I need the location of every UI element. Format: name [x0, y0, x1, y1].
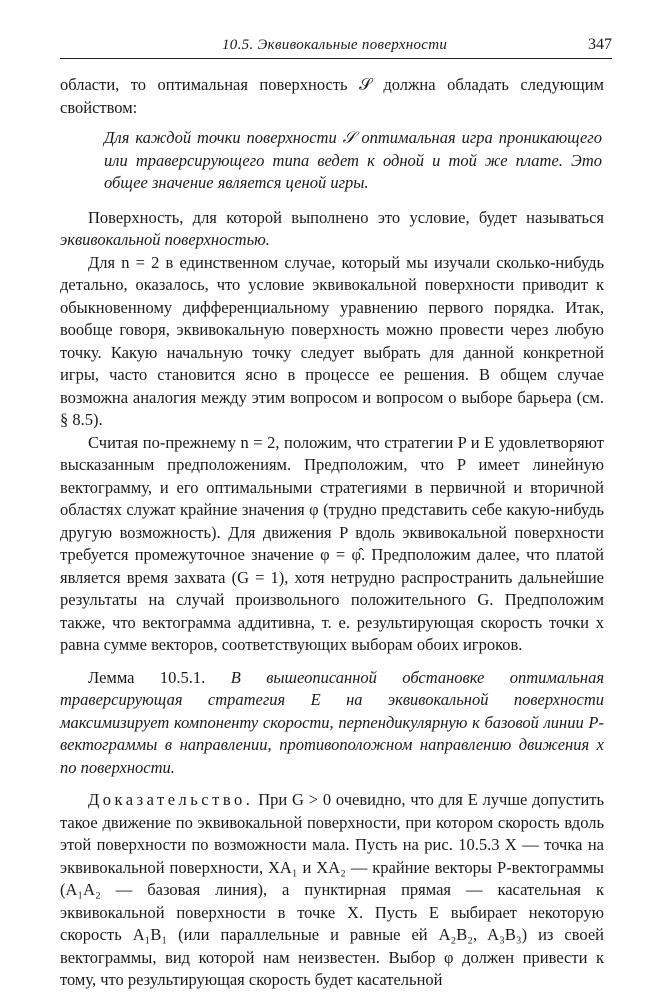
definition-text: Поверхность, для которой выполнено это условие, будет называться [88, 207, 604, 227]
page-number: 347 [588, 36, 612, 53]
proof-text: При G > 0 очевидно, что для E лучше допустить такое движение по эквивокальной поверхности, при котором скорость вдоль этой поверхности по возможности мала. Пусть на рис. 10.5.3 X — точка на эквивокальной поверхности, XA₁ и XA₂ — крайние векторы P-вектограммы (A₁A₂ — базовая линия), а пунктирная прямая — касательная к эквивокальной поверхности в точке X. Пусть E выбирает некоторую скорость A₁B₁ (или параллельные и равные ей A₂B₂, A₃B₃) из своей вектограммы, вид которой нам неизвестен. Выбор φ должен привести к тому, что результирующая скорость будет касательной [60, 790, 605, 989]
proof-label: Доказательство. [88, 790, 254, 809]
running-header [60, 36, 612, 59]
paragraph-n2-case: Для n = 2 в единственном случае, который мы изучали сколько-нибудь детально, оказалось, что условие эквивокальной поверхности приводит к обыкновенному дифференциальному уравнению первого порядка. Итак, вообще говоря, эквивокальную поверхность можно провести через любую точку. Какую начальную точку следует выбрать для данной конкретной игры, часто становится ясно в процессе ее решения. В общем случае возможна аналогия между этим вопросом и вопросом о выборе барьера (см. § 8.5). [60, 252, 604, 429]
lemma-label: Лемма 10.5.1. [88, 667, 206, 687]
property-statement: Для каждой точки поверхности 𝒮 оптимальная игра проникающего или траверсирующего типа ведет к одной и той же плате. Это общее значение является ценой игры. [104, 128, 602, 192]
paragraph-assumptions: Считая по-прежнему n = 2, положим, что стратегии P и E удовлетворяют высказанным предположениям. Предположим, что P имеет линейную вектограмму, и его оптимальными стратегиями в первичной и вторичной областях служат крайние значения φ (трудно представить себе какую-нибудь другую возможность). Для движения P вдоль эквивокальной поверхности требуется промежуточное значение φ = φ̂. Предположим далее, что платой является время захвата (G = 1), хотя нетрудно распространить дальнейшие результаты на случай произвольного положительного G. Предположим также, что вектограмма аддитивна, т. е. результирующая скорость точки x равна сумме векторов, соответствующих выборам обоих игроков. [60, 432, 604, 654]
running-title: 10.5. Эквивокальные поверхности [222, 37, 448, 53]
lemma-text: В вышеописанной обстановке оптимальная траверсирующая стратегия E на эквивокальной поверхности максимизирует компоненту скорости, перпендикулярную к базовой линии P-вектограммы в направлении, противоположном направлению движения x по поверхности. [60, 667, 604, 777]
definition-term: эквивокальной поверхностью. [60, 230, 270, 249]
page-body [60, 74, 604, 992]
paragraph-definition [60, 207, 604, 252]
proof [60, 789, 604, 992]
lemma [60, 667, 604, 780]
paragraph-intro: области, то оптимальная поверхность 𝒮 должна обладать следующим свойством: [60, 75, 604, 117]
